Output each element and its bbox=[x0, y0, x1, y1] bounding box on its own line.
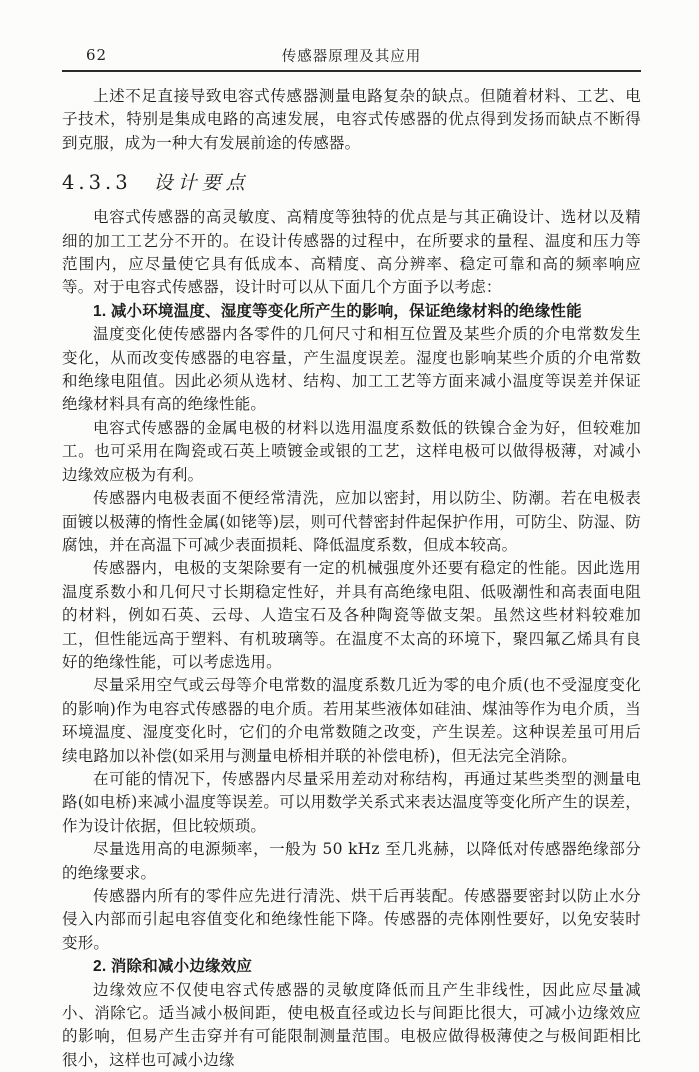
point2-heading: 2. 消除和减小边缘效应 bbox=[93, 958, 253, 976]
page-number: 62 bbox=[86, 46, 108, 64]
assembly-cleaning-paragraph: 传感器内所有的零件应先进行清洗、烘干后再装配。传感器要密封以防止水分侵入内部而引起电容值变化和绝缘性能下降。传感器的壳体刚性要好，以免安装时变形。 bbox=[62, 887, 641, 952]
overview-paragraph: 电容式传感器的高灵敏度、高精度等独特的优点是与其正确设计、选材以及精细的加工工艺分不开的。在设计传感器的过程中，在所要求的量程、温度和压力等范围内，应尽量使它具有低成本、高精度、高分辨率、稳定可靠和高的频率响应等。对于电容式传感器，设计时可以从下面几个方面予以考虑： bbox=[62, 208, 641, 297]
temperature-humidity-paragraph: 温度变化使传感器内各零件的几何尺寸和相互位置及某些介质的介电常数发生变化，从而改变传感器的电容量，产生温度误差。湿度也影响某些介质的介电常数和绝缘电阻值。因此必须从选材、结构、加工工艺等方面来减小温度等误差并保证绝缘材料具有高的绝缘性能。 bbox=[62, 325, 641, 414]
section-title: 设计要点 bbox=[153, 172, 250, 195]
running-header bbox=[62, 44, 641, 66]
intro-paragraph: 上述不足直接导致电容式传感器测量电路复杂的缺点。但随着材料、工艺、电子技术，特别是集成电路的高速发展，电容式传感器的优点得到发扬而缺点不断得到克服，成为一种大有发展前途的传感器。 bbox=[62, 87, 641, 152]
electrode-material-paragraph: 电容式传感器的金属电极的材料以选用温度系数低的铁镍合金为好，但较难加工。也可采用在陶瓷或石英上喷镀金或银的工艺，这样电极可以做得极薄，对减小边缘效应极为有利。 bbox=[62, 418, 641, 484]
header-rule bbox=[62, 70, 641, 72]
page-body bbox=[62, 85, 641, 1072]
section-number: 4.3.3 bbox=[62, 171, 132, 195]
dielectric-choice-paragraph: 尽量采用空气或云母等介电常数的温度系数几近为零的电介质(也不受湿度变化的影响)作为电容式传感器的电介质。若用某些液体如硅油、煤油等作为电介质，当环境温度、湿度变化时，它们的介电常数随之改变，产生误差。这种误差虽可用后续电路加以补偿(如采用与测量电桥相并联的补偿电桥)，但无法完全消除。 bbox=[62, 676, 641, 765]
section-heading bbox=[62, 168, 641, 195]
differential-structure-paragraph: 在可能的情况下，传感器内尽量采用差动对称结构，再通过某些类型的测量电路(如电桥)来减小温度等误差。可以用数学关系式来表达温度等变化所产生的误差，作为设计依据，但比较烦琐。 bbox=[62, 769, 641, 835]
point1-heading: 1. 减小环境温度、湿度等变化所产生的影响，保证绝缘材料的绝缘性能 bbox=[93, 302, 582, 320]
support-material-paragraph: 传感器内，电极的支架除要有一定的机械强度外还要有稳定的性能。因此选用温度系数小和几何尺寸长期稳定性好，并具有高绝缘电阻、低吸潮性和高表面电阻的材料，例如石英、云母、人造宝石及各种陶瓷等做支架。虽然这些材料较难加工，但性能远高于塑料、有机玻璃等。在温度不太高的环境下，聚四氟乙烯具有良好的绝缘性能，可以考虑选用。 bbox=[62, 559, 641, 671]
electrode-sealing-paragraph: 传感器内电极表面不便经常清洗，应加以密封，用以防尘、防潮。若在电极表面镀以极薄的惰性金属(如铑等)层，则可代替密封件起保护作用，可防尘、防湿、防腐蚀，并在高温下可减少表面损耗、降低温度系数，但成本较高。 bbox=[62, 489, 641, 554]
power-frequency-paragraph: 尽量选用高的电源频率，一般为 50 kHz 至几兆赫，以降低对传感器绝缘部分的绝缘要求。 bbox=[62, 840, 641, 882]
edge-effect-paragraph: 边缘效应不仅使电容式传感器的灵敏度降低而且产生非线性，因此应尽量减小、消除它。适当减小极间距，使电极直径或边长与间距比很大，可减小边缘效应的影响，但易产生击穿并有可能限制测量范围。电极应做得极薄使之与极间距相比很小，这样也可减小边缘 bbox=[62, 980, 641, 1069]
running-title: 传感器原理及其应用 bbox=[281, 49, 422, 65]
